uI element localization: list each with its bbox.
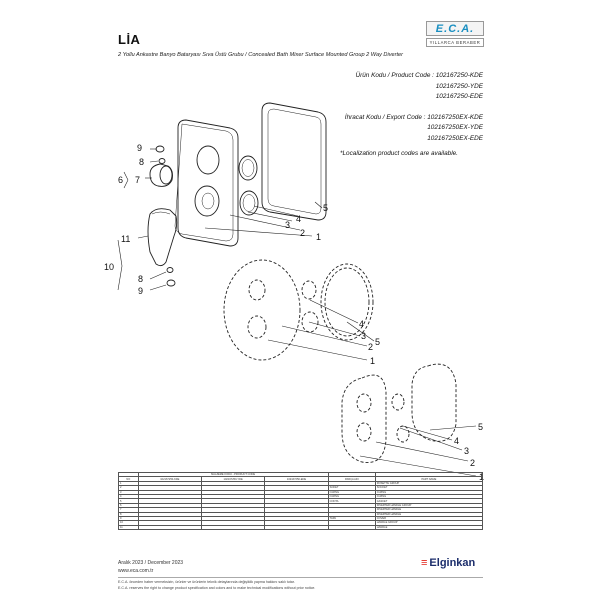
table-cell: SOKET [328, 486, 375, 490]
table-cell: CONTA [328, 499, 375, 503]
table-cell: 7 [119, 508, 139, 512]
lever-handle [148, 209, 177, 266]
round-rosette-group [224, 260, 373, 360]
cover-cap-bottom [167, 280, 175, 286]
parts-table-body [119, 481, 483, 529]
callout-5: 5 [323, 203, 329, 213]
screw-bottom [167, 268, 173, 273]
callout-9-bottom: 9 [138, 286, 144, 296]
table-cell: O-RING [375, 494, 482, 498]
product-code-2: 102167250-YDE [435, 82, 483, 90]
callout-5-round: 5 [375, 337, 381, 347]
callout-3: 3 [285, 220, 291, 230]
table-cell: 6 [119, 503, 139, 507]
callout-4-round: 4 [359, 319, 365, 329]
table-cell: HANDLE [375, 525, 482, 529]
parts-table [118, 472, 483, 530]
table-cell: DIVERTER HANDLE [375, 512, 482, 516]
localization-note: *Localization product codes are available. [340, 150, 458, 157]
logo-mark: E.C.A. [435, 22, 475, 35]
callout-7: 7 [135, 175, 141, 185]
rectangular-gasket [262, 103, 329, 220]
elginkan-mark-icon: ≡ [421, 557, 428, 569]
oval-rosette-group [342, 364, 456, 462]
footer-date: Aralık 2023 / December 2023 [118, 560, 184, 566]
table-cell: O-RING [328, 494, 375, 498]
table-cell: GASKET [375, 499, 482, 503]
callout-3-oval: 3 [464, 446, 470, 456]
screw-top [159, 159, 165, 164]
table-cell: 3 [119, 490, 139, 494]
page-subtitle: 2 Yollu Ankastre Banyo Bataryası Sıva Üstü Grubu / Concealed Bath Mixer Surface Mounted Group 2 Way Diverter [118, 52, 404, 58]
diverter-knob [150, 164, 173, 186]
callout-6: 6 [118, 175, 124, 185]
col-header: 102167250-EDE [265, 477, 328, 481]
table-group-header: MALZEME KODU - PRODUCT CODE [138, 473, 328, 477]
cover-cap-top [156, 146, 164, 152]
elginkan-logo [421, 557, 475, 569]
callout-5-oval: 5 [478, 422, 484, 432]
table-cell: TAPA [328, 516, 375, 520]
table-cell: 8 [119, 512, 139, 516]
table-cell: 4 [119, 494, 139, 498]
callout-9-top: 9 [137, 143, 143, 153]
callout-11: 11 [121, 234, 131, 244]
table-cell: 11 [119, 525, 139, 529]
callout-8-bottom: 8 [138, 274, 144, 284]
callout-4: 4 [296, 214, 302, 224]
export-code-2: 102167250EX-YDE [427, 124, 483, 132]
callout-2-round: 2 [368, 342, 374, 352]
callout-3-round: 3 [361, 331, 367, 341]
footer-divider [118, 577, 483, 578]
page-title: LİA [118, 32, 141, 47]
oval-o-ring-upper [392, 394, 404, 410]
table-cell: ROSETTE GROUP [375, 481, 482, 485]
table-row [119, 525, 483, 529]
col-header: 102167250-KDE [138, 477, 201, 481]
product-code-3: 102167250-EDE [435, 93, 483, 101]
round-o-ring-upper [302, 281, 316, 299]
table-cell: O-RING [328, 490, 375, 494]
logo-tagline: YILLARCA BERABER [426, 38, 484, 47]
callout-1: 1 [316, 232, 322, 242]
table-cell: O-RING [375, 490, 482, 494]
col-header: PARÇA ADI [328, 477, 375, 481]
table-cell: 5 [119, 499, 139, 503]
round-gasket [321, 264, 373, 340]
table-cell [201, 525, 264, 529]
table-cell: 1 [119, 481, 139, 485]
col-header: PART NAME [375, 477, 482, 481]
table-cell [265, 525, 328, 529]
callout-2: 2 [300, 228, 306, 238]
table-cell: DIVERTER HANDLE [375, 508, 482, 512]
table-cell: SOCKET [375, 486, 482, 490]
table-cell: 10 [119, 521, 139, 525]
table-cell [138, 525, 201, 529]
callout-2-oval: 2 [470, 458, 476, 468]
table-cell [328, 525, 375, 529]
callout-1-round: 1 [370, 356, 376, 366]
footer-disclaimer-en: E.C.A. reserves the right to change product specification and colors and to make technical modifications without prior notice. [118, 586, 316, 590]
callout-8-top: 8 [139, 157, 145, 167]
table-cell: 2 [119, 486, 139, 490]
elginkan-wordmark: Elginkan [429, 557, 476, 569]
export-code-3: 102167250EX-EDE [427, 134, 483, 142]
rectangular-rosette-group [175, 120, 238, 246]
callout-10: 10 [104, 262, 115, 272]
table-cell: COVER [375, 516, 482, 520]
callout-1-oval: 1 [479, 472, 485, 482]
oval-o-ring-lower [397, 426, 409, 442]
footer-disclaimer-tr: E.C.A. önceden haber vermeksizin, ürünler ve ürünlerin teknik detaylarında değişiklik yapma hakkını saklı tutar. [118, 580, 295, 584]
callout-4-oval: 4 [454, 436, 460, 446]
col-header: NO [119, 477, 139, 481]
footer-url[interactable]: www.eca.com.tr [118, 568, 154, 574]
table-cell: DIVERTER HANDLE GROUP [375, 503, 482, 507]
export-code-line: İhracat Kodu / Export Code : 102167250EX-KDE [344, 113, 483, 121]
table-cell: HANDLE GROUP [375, 521, 482, 525]
col-header: 102167250-YDE [201, 477, 264, 481]
table-cell: 9 [119, 516, 139, 520]
product-code-line: Ürün Kodu / Product Code : 102167250-KDE [355, 72, 483, 79]
